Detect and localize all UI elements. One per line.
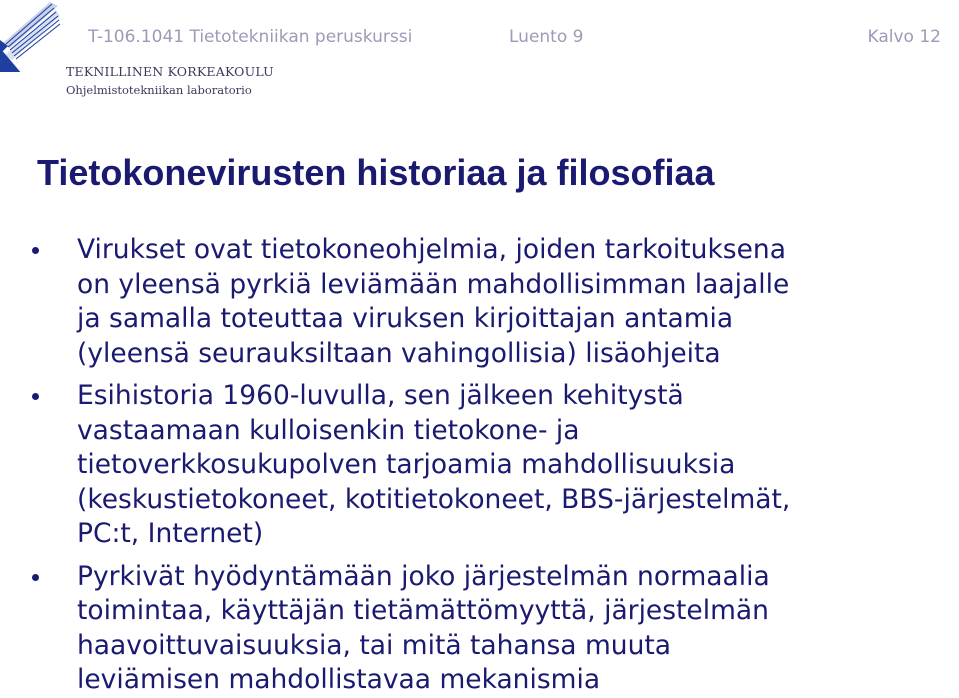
bullet-line: Virukset ovat tietokoneohjelmia, joiden tarkoituksena <box>77 234 786 265</box>
bullet-line: vastaamaan kulloisenkin tietokone- ja <box>77 414 580 446</box>
lecture-number: Luento 9 <box>509 27 584 47</box>
bullet-line: on yleensä pyrkiä leviämään mahdollisimman laajalle <box>77 268 790 300</box>
bullet-line: haavoittuvaisuuksia, tai mitä tahansa muuta <box>77 629 671 661</box>
bullet-icon <box>32 574 39 581</box>
bullet-list <box>0 233 959 698</box>
bullet-line: Esihistoria 1960-luvulla, sen jälkeen kehitystä <box>77 380 684 411</box>
bullet-line: PC:t, Internet) <box>77 518 264 549</box>
bullet-icon <box>32 393 39 400</box>
bullet-item <box>0 560 959 698</box>
bullet-line: toimintaa, käyttäjän tietämättömyyttä, järjestelmän <box>77 595 769 626</box>
bullet-line: (yleensä seurauksiltaan vahingollisia) lisäohjeita <box>77 337 721 369</box>
bullet-line: ja samalla toteuttaa viruksen kirjoittajan antamia <box>77 303 734 334</box>
bullet-line: tietoverkkosukupolven tarjoamia mahdollisuuksia <box>77 449 736 480</box>
bullet-line: leviämisen mahdollistavaa mekanismia <box>77 664 601 695</box>
university-name: TEKNILLINEN KORKEAKOULU <box>66 64 274 79</box>
course-name: T-106.1041 Tietotekniikan peruskurssi <box>88 27 413 47</box>
laboratory-name: Ohjelmistotekniikan laboratorio <box>66 83 252 97</box>
bullet-icon <box>32 247 39 254</box>
university-logo-icon <box>0 0 62 72</box>
bullet-item <box>0 379 959 552</box>
bullet-line: (keskustietokoneet, kotitietokoneet, BBS-järjestelmät, <box>77 483 791 515</box>
bullet-item <box>0 233 959 371</box>
bullet-line: Pyrkivät hyödyntämään joko järjestelmän normaalia <box>77 560 770 592</box>
slide-title: Tietokonevirusten historiaa ja filosofiaa <box>37 152 715 193</box>
slide-number: Kalvo 12 <box>867 27 941 47</box>
